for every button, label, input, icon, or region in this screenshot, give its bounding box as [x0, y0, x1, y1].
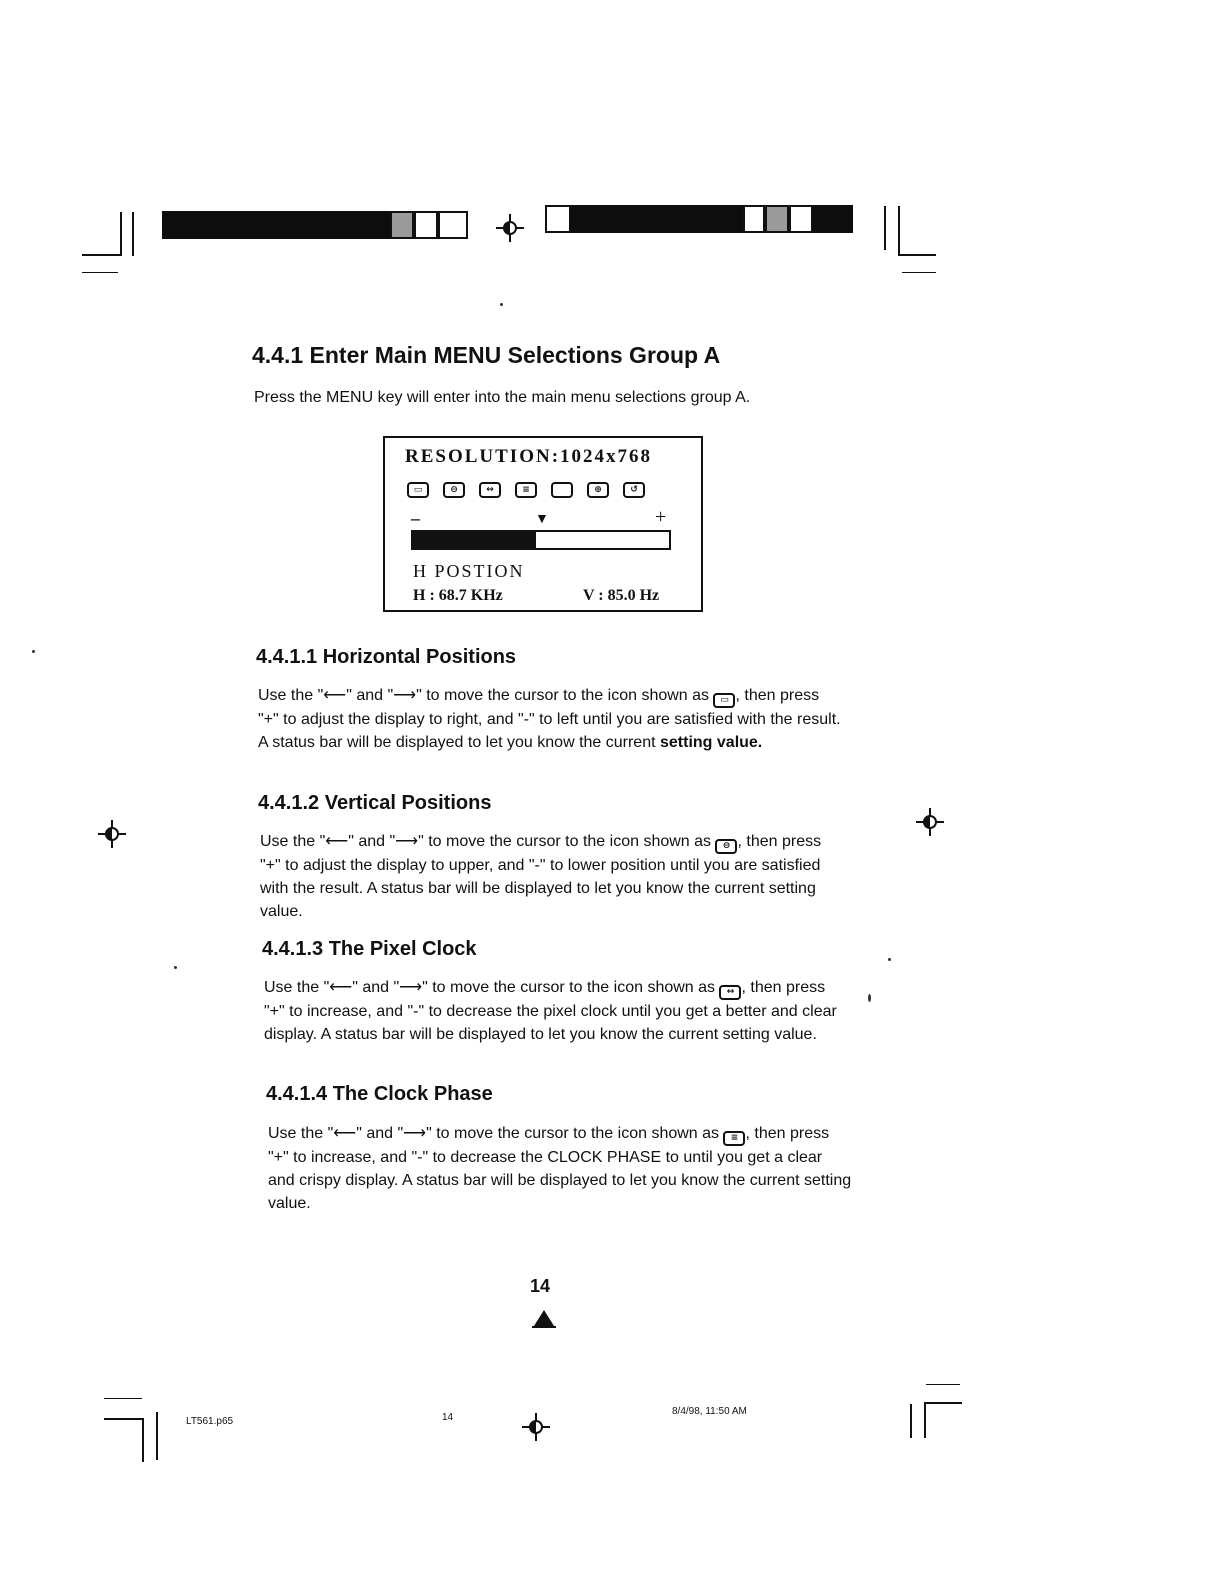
crop-mark: [104, 1418, 144, 1420]
subsection-heading: 4.4.1.2 Vertical Positions: [258, 792, 492, 814]
header-bar-right: [571, 205, 743, 233]
v-position-icon: ⊖: [715, 839, 737, 854]
crop-mark: [902, 272, 936, 273]
v-position-icon: ⊖: [443, 482, 465, 498]
osd-menu-illustration: [383, 436, 703, 612]
recall-icon: ↺: [623, 482, 645, 498]
page-number: 14: [530, 1276, 551, 1296]
osd-cursor-marker: ▼: [535, 512, 549, 527]
footer-date: 8/4/98, 11:50 AM: [672, 1406, 747, 1417]
registration-target-icon: [98, 820, 126, 848]
subsection-heading: 4.4.1.1 Horizontal Positions: [256, 646, 517, 668]
size-icon: ⊕: [587, 482, 609, 498]
header-square: [414, 211, 438, 239]
clock-phase-icon: ≡: [723, 1131, 745, 1146]
subsection-text: Use the "⟵" and "⟶" to move the cursor to the icon shown as ▭ , then press "+" to adjust the display to right, and "-" to left until you are satisfied with the result. A status bar will be displayed to let you know the current setting value.: [258, 687, 841, 751]
osd-plus: +: [655, 506, 667, 528]
triangle-base: [532, 1326, 556, 1328]
subsection-heading: 4.4.1.4 The Clock Phase: [266, 1083, 493, 1105]
header-bar-left: [162, 211, 392, 239]
subsection-text: Use the "⟵" and "⟶" to move the cursor to the icon shown as ⊖ , then press "+" to adjust the display to upper, and "-" to lower position until you are satisfied with the result. A status bar will be displayed to let you know the current setting value.: [260, 833, 822, 920]
header-square: [789, 205, 813, 233]
header-square: [765, 205, 789, 233]
speck: [868, 994, 871, 1002]
osd-resolution: RESOLUTION:1024x768: [405, 446, 653, 467]
header-square: [743, 205, 765, 233]
crop-mark: [82, 272, 118, 273]
crop-mark: [910, 1404, 912, 1438]
h-position-icon: ▭: [713, 693, 735, 708]
crop-mark: [898, 206, 900, 256]
subsection-text: Use the "⟵" and "⟶" to move the cursor to the icon shown as ≡ , then press "+" to increase, and "-" to decrease the CLOCK PHASE to until you get a clear and crispy display. A status bar will be displayed to let you know the current setting value.: [268, 1125, 852, 1212]
crop-mark: [120, 212, 122, 256]
intro-text: Press the MENU key will enter into the main menu selections group A.: [254, 389, 751, 406]
header-square: [438, 211, 468, 239]
crop-mark: [82, 254, 122, 256]
osd-icon-row: [407, 482, 645, 498]
clock-phase-icon: ≡: [515, 482, 537, 498]
crop-mark: [104, 1398, 142, 1399]
speck: [32, 650, 35, 653]
osd-status-bar: [411, 530, 671, 550]
registration-target-icon: [522, 1413, 550, 1441]
speck: [174, 966, 177, 969]
pixel-clock-icon: ↔: [719, 985, 741, 1000]
speck: [500, 303, 503, 306]
header-bar-end: [813, 205, 853, 233]
crop-mark: [142, 1418, 144, 1462]
crop-mark: [924, 1402, 962, 1404]
speck: [888, 958, 891, 961]
contrast-icon: [551, 482, 573, 498]
subsection-text: Use the "⟵" and "⟶" to move the cursor to the icon shown as ↔ , then press "+" to increase, and "-" to decrease the pixel clock until you get a better and clear display. A status bar will be displayed to let you know the current setting value.: [264, 979, 837, 1043]
osd-minus: –: [411, 508, 420, 528]
crop-mark: [926, 1384, 960, 1385]
section-heading: 4.4.1 Enter Main MENU Selections Group A: [252, 342, 721, 368]
crop-mark: [924, 1402, 926, 1438]
footer-page: 14: [442, 1412, 454, 1423]
triangle-mark-icon: [534, 1310, 554, 1326]
header-square: [390, 211, 414, 239]
crop-mark: [156, 1412, 158, 1460]
footer-file: LT561.p65: [186, 1416, 234, 1427]
crop-mark: [884, 206, 886, 250]
h-position-icon: ▭: [407, 482, 429, 498]
registration-target-icon: [496, 214, 524, 242]
subsection-heading: 4.4.1.3 The Pixel Clock: [262, 938, 477, 960]
header-square: [545, 205, 571, 233]
osd-v-frequency: V : 85.0 Hz: [583, 587, 660, 604]
pixel-clock-icon: ↔: [479, 482, 501, 498]
osd-h-frequency: H : 68.7 KHz: [413, 587, 503, 604]
crop-mark: [132, 212, 134, 256]
osd-status-bar-fill: [413, 532, 536, 548]
crop-mark: [898, 254, 936, 256]
registration-target-icon: [916, 808, 944, 836]
osd-function-label: H POSTION: [413, 561, 525, 581]
